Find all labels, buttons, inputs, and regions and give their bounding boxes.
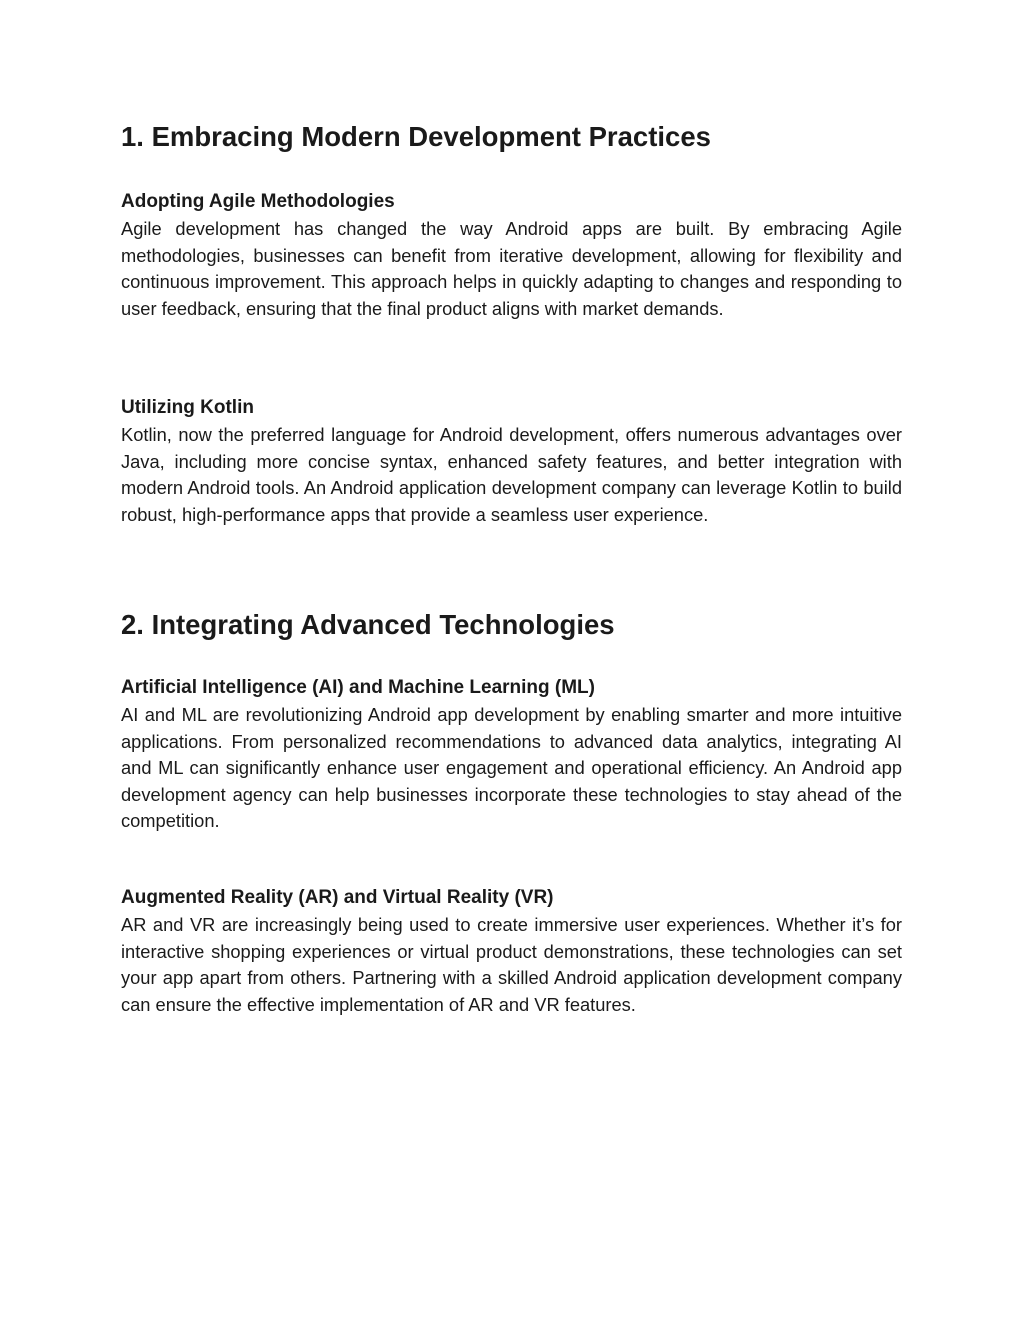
subsection-body: Kotlin, now the preferred language for Android development, offers numerous advantages over Java, including more concise syntax, enhanced safety features, and better integration with modern Android tools. An Android application development company can leverage Kotlin to build robust, high-performance apps that provide a seamless user experience. xyxy=(121,424,902,525)
subsection xyxy=(121,675,902,835)
subsection-title: Adopting Agile Methodologies xyxy=(121,191,395,212)
subsection xyxy=(121,885,902,1018)
subsection xyxy=(121,395,902,528)
subsection-body: AI and ML are revolutionizing Android app development by enabling smarter and more intuitive applications. From personalized recommendations to advanced data analytics, integrating AI and ML can significantly enhance user engagement and operational efficiency. An Android app development agency can help businesses incorporate these technologies to stay ahead of the competition. xyxy=(121,704,902,832)
subsection xyxy=(121,189,902,322)
subsection-body: Agile development has changed the way Android apps are built. By embracing Agile methodologies, businesses can benefit from iterative development, allowing for flexibility and continuous improvement. This approach helps in quickly adapting to changes and responding to user feedback, ensuring that the final product aligns with market demands. xyxy=(121,218,902,319)
subsection-title: Artificial Intelligence (AI) and Machine Learning (ML) xyxy=(121,677,595,698)
section-heading: 1. Embracing Modern Development Practices xyxy=(121,121,711,152)
subsection-title: Augmented Reality (AR) and Virtual Reality (VR) xyxy=(121,887,554,908)
section-heading: 2. Integrating Advanced Technologies xyxy=(121,609,615,640)
subsection-title: Utilizing Kotlin xyxy=(121,397,254,418)
subsection-body: AR and VR are increasingly being used to create immersive user experiences. Whether it’s for interactive shopping experiences or virtual product demonstrations, these technologies can set your app apart from others. Partnering with a skilled Android application development company can ensure the effective implementation of AR and VR features. xyxy=(121,914,902,1015)
